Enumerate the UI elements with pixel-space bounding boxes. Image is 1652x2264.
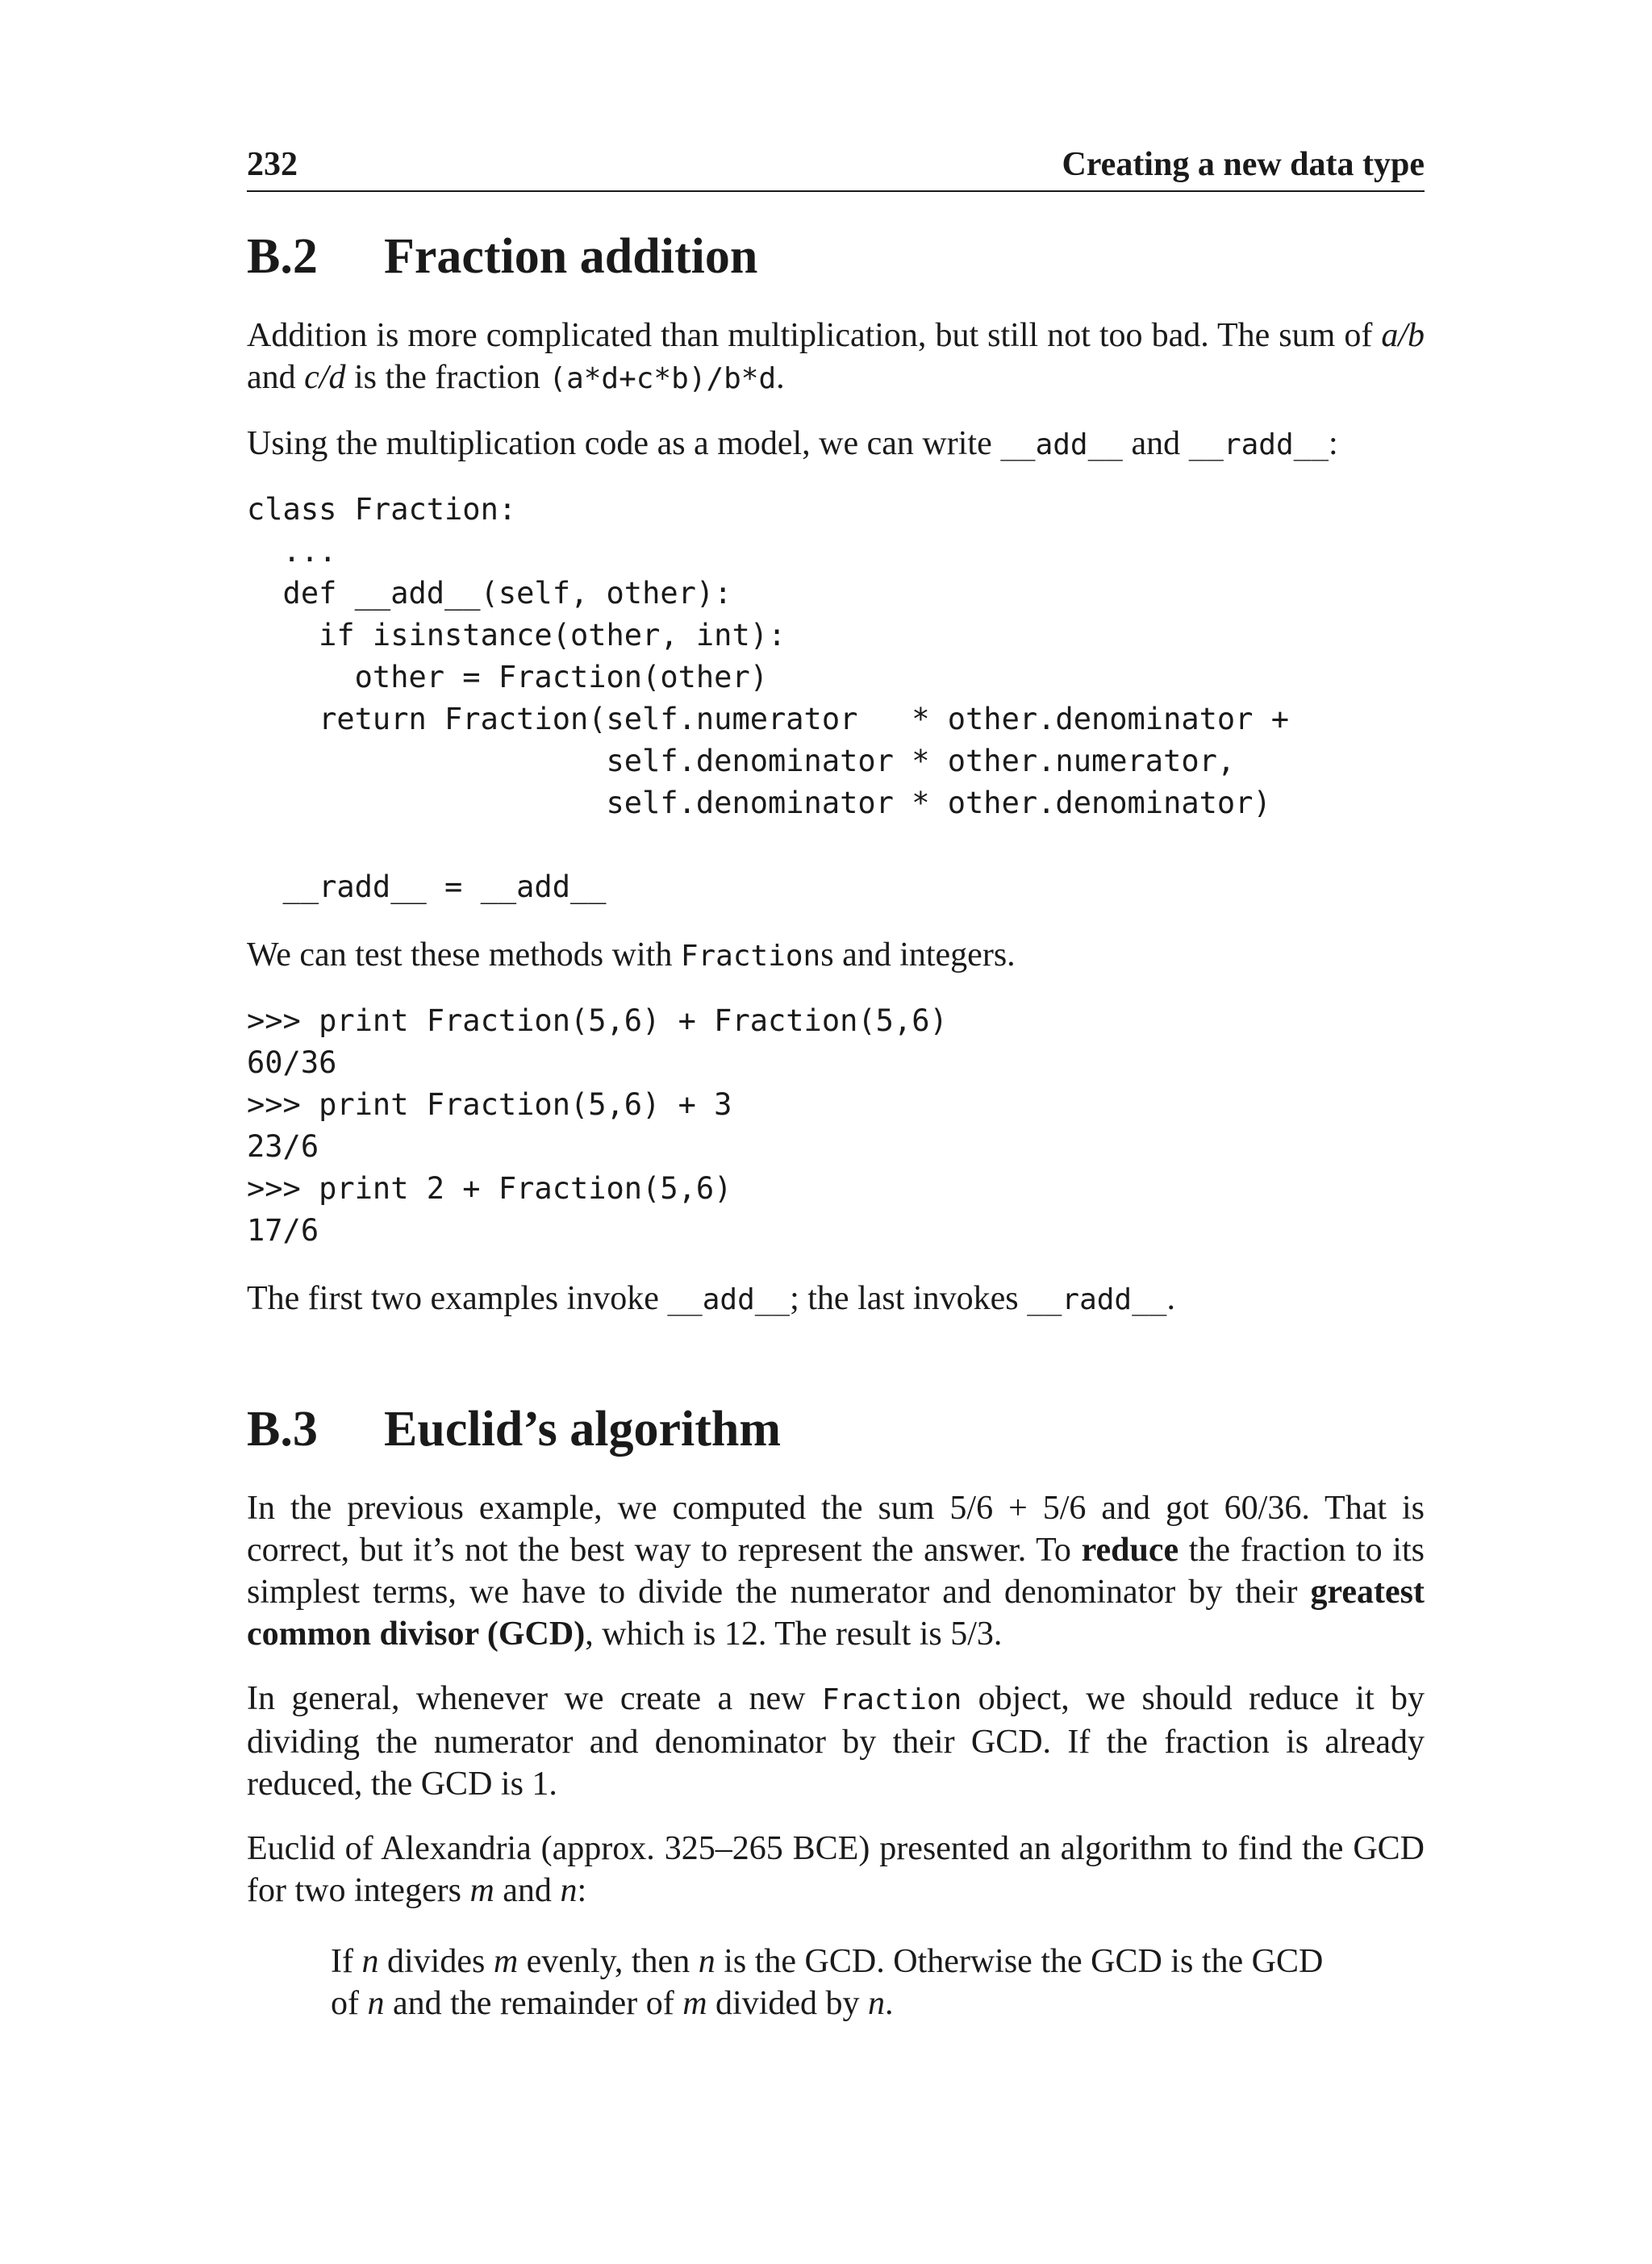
code-block: class Fraction: ... def __add__(self, other): if isinstance(other, int): other = Fraction(other) return Fraction(self.numerator * other.denominator + self.denominator * other.numerator, self.denominator * other.denominator) __radd__ = __add__ [247,492,1290,904]
math-inline: a/b [1381,317,1425,354]
section-title: Euclid’s algorithm [384,1402,782,1457]
bold-term: reduce [1081,1532,1179,1569]
code-inline: Fraction [821,1683,962,1716]
section-number: B.2 [247,229,318,284]
paragraph: In the previous example, we computed the sum 5/6 + 5/6 and got 60/36. That is correct, but it’s not the best way to represent the answer. To reduce the fraction to its simplest terms, we have to divide the numerator and denominator by their greatest common divisor (GCD), which is 12. The result is 5/3. [247,1490,1425,1653]
code-inline: (a*d+c*b)/b*d [549,362,777,395]
code-inline: __add__ [667,1283,791,1316]
section-number: B.3 [247,1402,318,1457]
section-heading-b3 [247,1400,1425,1458]
math-inline: m [469,1872,494,1909]
paragraph: Euclid of Alexandria (approx. 325–265 BCE) presented an algorithm to find the GCD for two integers m and n: [247,1830,1425,1909]
section-title: Fraction addition [384,229,758,284]
code-inline: __radd__ [1027,1283,1167,1316]
page-number: 232 [247,146,298,183]
chapter-title: Creating a new data type [1062,146,1425,183]
paragraph: We can test these methods with Fractions and integers. [247,936,1016,974]
block-quote: If n divides m evenly, then n is the GCD. Otherwise the GCD is the GCD of n and the remainder of m divided by n. [331,1943,1324,2022]
section-heading-b2 [247,227,1425,286]
code-inline: Fraction [680,940,821,973]
interpreter-session: >>> print Fraction(5,6) + Fraction(5,6) 60/36 >>> print Fraction(5,6) + 3 23/6 >>> print 2 + Fraction(5,6) 17/6 [247,1003,948,1248]
bold-term: greatest common divisor (GCD) [247,1574,1425,1653]
paragraph: Addition is more complicated than multiplication, but still not too bad. The sum of a/b and c/d is the fraction (a*d+c*b)/b*d. [247,317,1425,396]
paragraph: The first two examples invoke __add__; the last invokes __radd__. [247,1280,1175,1317]
paragraph: In general, whenever we create a new Fraction object, we should reduce it by dividing the numerator and denominator by their GCD. If the fraction is already reduced, the GCD is 1. [247,1680,1425,1803]
code-inline: __radd__ [1188,428,1329,461]
running-header [247,145,1425,192]
book-page [247,145,1425,2024]
math-inline: n [560,1872,578,1909]
code-inline: __add__ [1000,428,1123,461]
paragraph: Using the multiplication code as a model, we can write __add__ and __radd__: [247,425,1338,462]
math-inline: c/d [304,359,346,396]
